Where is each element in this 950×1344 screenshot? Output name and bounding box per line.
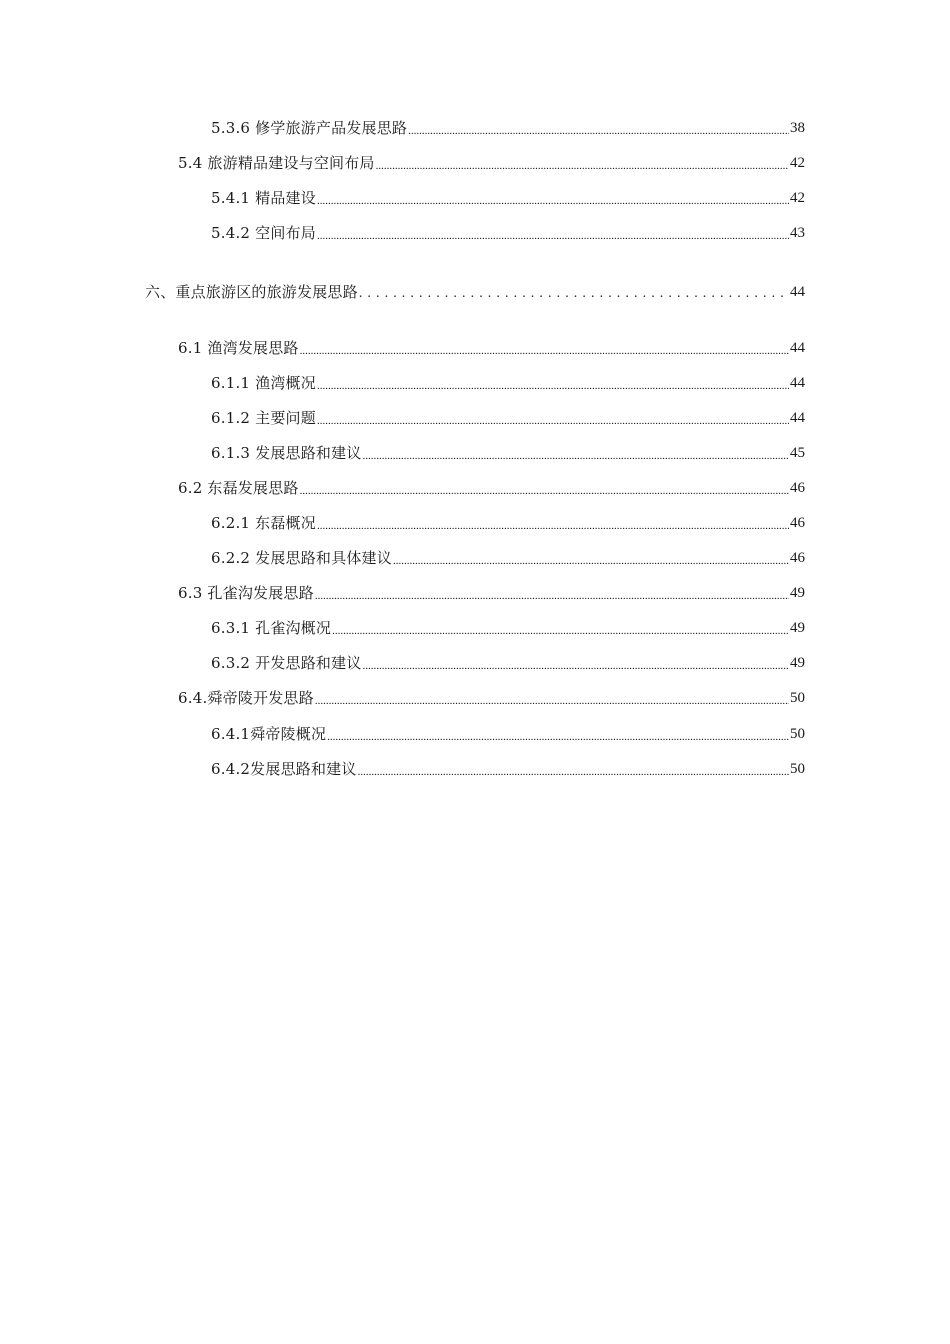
toc-entry-label: 6.3.1 孔雀沟概况 [211,619,332,637]
toc-page-number: 44 [790,284,805,300]
dot-leader [375,153,789,173]
toc-entry-6-4-1[interactable] [211,724,805,744]
toc-entry-label: 5.3.6 修学旅游产品发展思路 [211,119,408,137]
toc-entry-label: 6.4.1舜帝陵概况 [211,725,327,743]
toc-entry-label: 6.1.1 渔湾概况 [211,374,316,392]
toc-page-number: 49 [790,620,805,636]
dot-leader [314,688,789,708]
dot-leader [357,759,789,779]
toc-entry-label: 6.4.2发展思路和建议 [211,760,357,778]
toc-page-number: 49 [790,585,805,601]
dot-leader [331,618,789,638]
dot-leader [316,223,789,243]
toc-entry-6-2[interactable] [178,478,805,498]
toc-page-number: 42 [790,190,805,206]
dot-leader [314,583,789,603]
toc-entry-6-4[interactable] [178,688,805,708]
toc-entry-6-3-2[interactable] [211,653,805,673]
toc-entry-6-2-2[interactable] [211,548,805,568]
dot-leader [407,118,789,138]
dot-leader [299,338,789,358]
toc-entry-label: 5.4.1 精品建设 [211,189,316,207]
toc-page-number: 38 [790,120,805,136]
toc-entry-6-3-1[interactable] [211,618,805,638]
toc-page-number: 43 [790,225,805,241]
toc-chapter-6[interactable] [145,282,805,302]
toc-page-number: 50 [790,690,805,706]
toc-page-number: 50 [790,726,805,742]
dot-leader [362,443,789,463]
toc-entry-5-4[interactable] [178,153,805,173]
toc-entry-label: 5.4 旅游精品建设与空间布局 [178,154,375,172]
toc-entry-label: 6.1.3 发展思路和建议 [211,444,362,462]
dot-leader [326,724,789,744]
dot-leader [316,373,789,393]
dot-leader [316,408,789,428]
toc-entry-label: 5.4.2 空间布局 [211,224,316,242]
toc-entry-label: 6.1 渔湾发展思路 [178,339,299,357]
toc-entry-label: 6.3.2 开发思路和建议 [211,654,362,672]
toc-entry-5-3-6[interactable] [211,118,805,138]
toc-entry-label: 6.2.1 东磊概况 [211,514,316,532]
toc-entry-label: 6.2 东磊发展思路 [178,479,299,497]
toc-entry-5-4-1[interactable] [211,188,805,208]
toc-entry-label: 6.4.舜帝陵开发思路 [178,689,314,707]
dot-leader [299,478,789,498]
toc-entry-label: 六、重点旅游区的旅游发展思路 [145,283,358,301]
dot-leader [358,282,789,302]
toc-page-number: 42 [790,155,805,171]
dot-leader [392,548,789,568]
toc-entry-6-1-2[interactable] [211,408,805,428]
dot-leader [316,188,789,208]
toc-page-number: 49 [790,655,805,671]
toc-page-number: 45 [790,445,805,461]
dot-leader [362,653,789,673]
toc-page-number: 46 [790,515,805,531]
toc-entry-6-3[interactable] [178,583,805,603]
toc-page-number: 44 [790,375,805,391]
toc-entry-6-2-1[interactable] [211,513,805,533]
toc-entry-5-4-2[interactable] [211,223,805,243]
toc-entry-label: 6.3 孔雀沟发展思路 [178,584,314,602]
dot-leader [316,513,789,533]
toc-entry-6-1-3[interactable] [211,443,805,463]
toc-entry-label: 6.1.2 主要问题 [211,409,316,427]
toc-page-number: 46 [790,480,805,496]
toc-entry-label: 6.2.2 发展思路和具体建议 [211,549,392,567]
toc-page-number: 44 [790,340,805,356]
toc-page-number: 46 [790,550,805,566]
toc-entry-6-1[interactable] [178,338,805,358]
toc-page-number: 44 [790,410,805,426]
toc-page-number: 50 [790,761,805,777]
toc-entry-6-1-1[interactable] [211,373,805,393]
toc-entry-6-4-2[interactable] [211,759,805,779]
